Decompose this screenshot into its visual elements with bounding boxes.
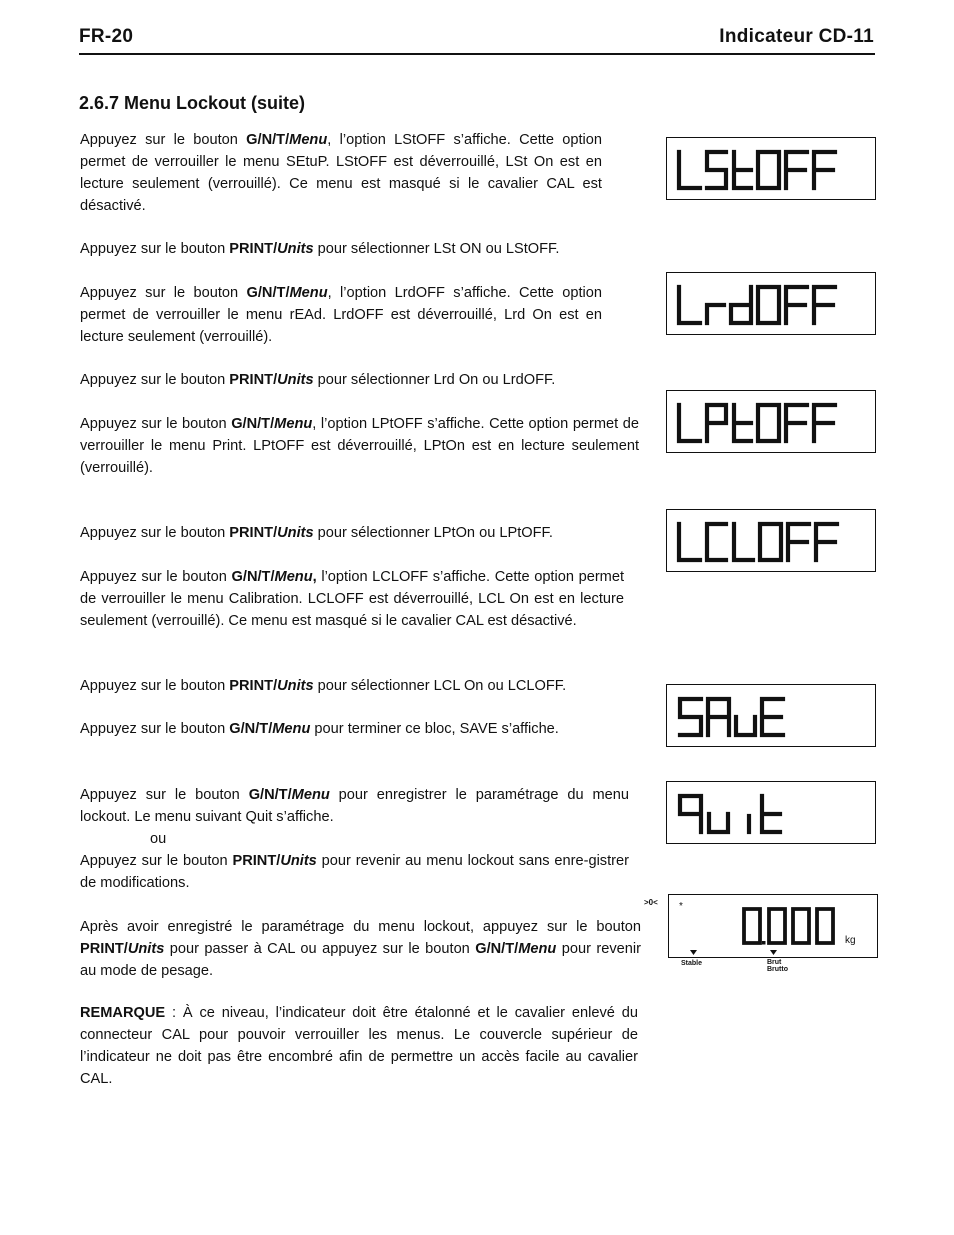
gross-arrow bbox=[770, 950, 777, 955]
paragraph-quit: Appuyez sur le bouton G/N/T/Menu pour enregistrer le paramétrage du menu lockout. Le menu suivant Quit s’affiche. ou Appuyez sur le bouton PRINT/Units pour revenir au menu lockout sans enre-gistrer de modifications. bbox=[80, 787, 630, 891]
motion-star-indicator: * bbox=[679, 901, 683, 912]
decimal-point bbox=[762, 941, 766, 945]
lcd-display-lptoff bbox=[666, 390, 876, 453]
button-name: PRINT/Units bbox=[80, 941, 165, 957]
lcd-segments-save bbox=[667, 685, 877, 748]
paragraph-lcloff: Appuyez sur le bouton G/N/T/Menu, l’option LCLOFF s’affiche. Cette option permet de verrouiller le menu Calibration. LCLOFF est déverrouillé, LCL On est en lecture seulement (verrouillé). Ce menu est masqué si le cavalier CAL est désactivé. bbox=[80, 569, 625, 629]
paragraph-remark: REMARQUE : À ce niveau, l’indicateur doit être étalonné et le cavalier enlevé du connecteur CAL pour pouvoir verrouiller les menus. Le couvercle supérieur de l’indicateur ne doit pas être encombré afin de permettre un accès facile au cavalier CAL. bbox=[80, 1005, 638, 1087]
button-name: G/N/T/Menu, bbox=[231, 569, 317, 585]
lcd-segments-lstoff bbox=[667, 138, 877, 201]
paragraph-save: Appuyez sur le bouton G/N/T/Menu pour terminer ce bloc, SAVE s’affiche. bbox=[80, 721, 559, 737]
text: Appuyez sur le bouton bbox=[80, 132, 247, 148]
lcd-segments-lrdoff bbox=[667, 273, 877, 336]
button-name: PRINT/Units bbox=[229, 678, 314, 694]
header-rule bbox=[79, 53, 875, 55]
section-title: 2.6.7 Menu Lockout (suite) bbox=[79, 93, 306, 113]
button-name: PRINT/Units bbox=[229, 525, 314, 541]
lcd-display-lstoff bbox=[666, 137, 876, 200]
lcd-display-lrdoff bbox=[666, 272, 876, 335]
text: , l’option LStOFF s’affiche. Cette option permet de verrouiller le menu SEtuP. LStOFF est déverrouillé, LSt On est en lecture seulement (verrouillé). Ce menu est masqué si le cavalier CAL est désactivé. bbox=[80, 132, 602, 214]
button-name: G/N/T/Menu bbox=[246, 285, 328, 301]
stable-arrow bbox=[690, 950, 697, 955]
lcd-display-quit bbox=[666, 781, 876, 844]
button-name: G/N/T/Menu bbox=[231, 416, 313, 432]
lcd-display-lcloff bbox=[666, 509, 876, 572]
button-name: G/N/T/Menu bbox=[248, 787, 330, 803]
weigh-lcd-digits bbox=[669, 895, 879, 959]
header-manual-title: Indicateur CD-11 bbox=[719, 26, 874, 47]
paragraph-lrdoff: Appuyez sur le bouton G/N/T/Menu, l’option LrdOFF s’affiche. Cette option permet de verrouiller le menu rEAd. LrdOFF est déverrouillé, Lrd On est en lecture seulement (verrouillé). bbox=[80, 285, 602, 345]
button-name: G/N/T/Menu bbox=[229, 721, 311, 737]
button-name: G/N/T/Menu bbox=[246, 132, 328, 148]
paragraph-select-lrd: Appuyez sur le bouton PRINT/Units pour sélectionner Lrd On ou LrdOFF. bbox=[80, 372, 556, 388]
button-name: G/N/T/Menu bbox=[475, 941, 557, 957]
lcd-display-save bbox=[666, 684, 876, 747]
weigh-display bbox=[644, 894, 880, 978]
lcd-segments-lcloff bbox=[667, 510, 877, 573]
paragraph-lstoff bbox=[80, 129, 602, 217]
paragraph-after-save: Après avoir enregistré le paramétrage du menu lockout, appuyez sur le bouton PRINT/Units pour passer à CAL ou appuyez sur le bouton G/N/T/Menu pour revenir au mode de pesage. bbox=[80, 919, 641, 979]
paragraph-select-lcl: Appuyez sur le bouton PRINT/Units pour sélectionner LCL On ou LCLOFF. bbox=[80, 678, 567, 694]
gross-label: Brut Brutto bbox=[767, 959, 788, 973]
ou-text: ou bbox=[150, 831, 167, 847]
unit-label: kg bbox=[845, 935, 856, 946]
center-of-zero-indicator: >0< bbox=[644, 898, 658, 907]
weigh-lcd-frame bbox=[668, 894, 878, 958]
paragraph-select-lpt: Appuyez sur le bouton PRINT/Units pour sélectionner LPtOn ou LPtOFF. bbox=[80, 525, 553, 541]
remark-label: REMARQUE bbox=[80, 1005, 166, 1021]
paragraph-select-lst: Appuyez sur le bouton PRINT/Units pour sélectionner LSt ON ou LStOFF. bbox=[80, 241, 560, 257]
header-page-number: FR-20 bbox=[79, 26, 134, 47]
button-name: PRINT/Units bbox=[229, 372, 314, 388]
paragraph-lptoff: Appuyez sur le bouton G/N/T/Menu, l’option LPtOFF s’affiche. Cette option permet de verrouiller le menu Print. LPtOFF est déverrouillé, LPtOn est en lecture seulement (verrouillé). bbox=[80, 416, 639, 476]
button-name: PRINT/Units bbox=[232, 853, 317, 869]
stable-label: Stable bbox=[681, 960, 703, 967]
lcd-segments-quit bbox=[667, 782, 877, 845]
lcd-segments-lptoff bbox=[667, 391, 877, 454]
button-name: PRINT/Units bbox=[229, 241, 314, 257]
